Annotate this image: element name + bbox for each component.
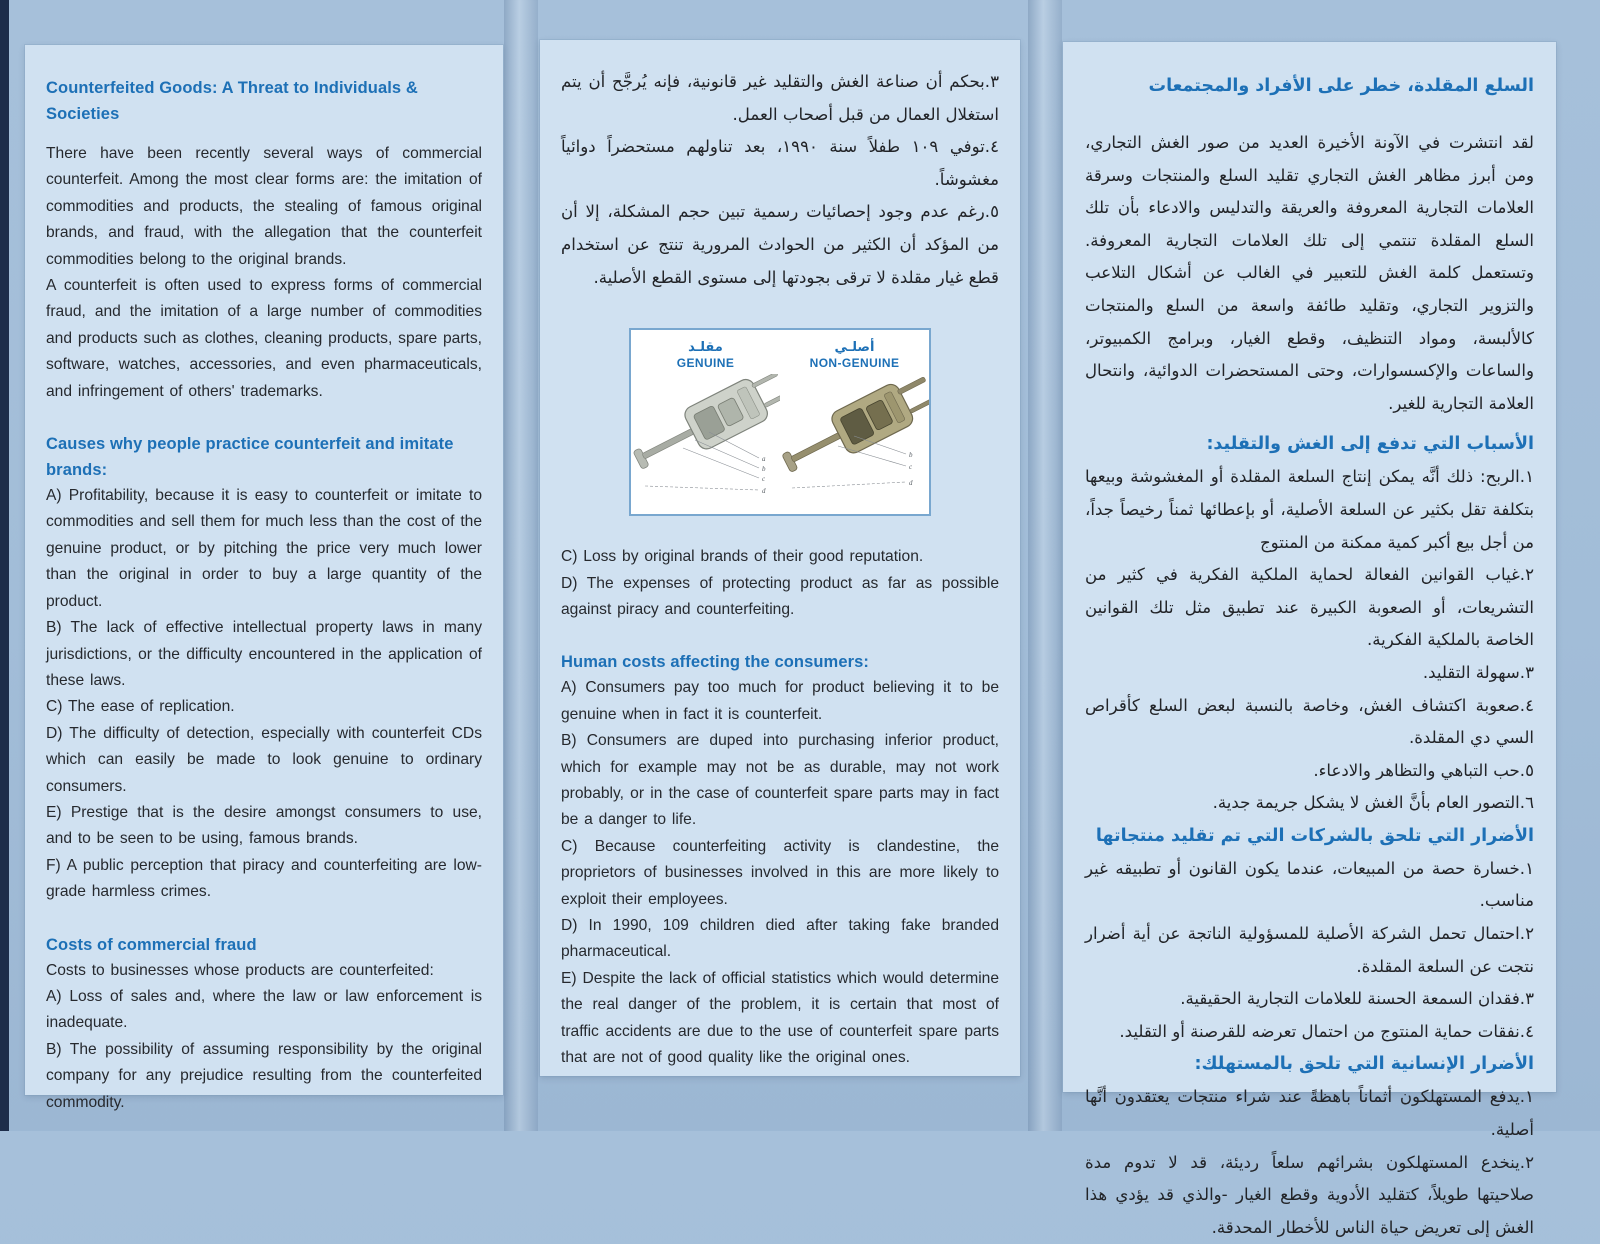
syringe-illustration-right [780,374,929,508]
list-item: A) Consumers pay too much for product believing it to be genuine when in fact it is counterfeit. [561,679,999,723]
fold-line-right [1028,0,1062,1131]
list-item: C) The ease of replication. [46,698,235,716]
left-panel [25,45,503,1111]
arabic-list-item: ٢.ينخدع المستهلكون بشرائهم سلعاً رديئة، قد لا تدوم مدة صلاحيتها طويلاً، كتقليد الأدوية وقطع الغيار -والذي قد يؤدي هذا الغش إلى تعريض حياة الناس للأخطار المحدقة. [1085,1152,1534,1237]
arabic-list-item: ٥.حب التباهي والتظاهر والادعاء. [1313,760,1534,780]
right-panel [1063,42,1556,1237]
list-item: A) Profitability, because it is easy to counterfeit or imitate to commodities and sell them for much less than the cost of the genuine product, or by pitching the price very much lower than the original in order to buy a large quantity of the product. [46,487,482,610]
list-item: C) Because counterfeiting activity is clandestine, the proprietors of businesses involved in this are more likely to exploit their employees. [561,837,999,908]
fold-line-left [504,0,538,1131]
list-item: F) A public perception that piracy and counterfeiting are low-grade harmless crimes. [46,856,482,901]
callout-letter: c [762,475,766,484]
arabic-list-item: ٣.بحكم أن صناعة الغش والتقليد غير قانونية، فإنه يُرجَّح أن يتم استغلال العمال من قبل أصحاب العمل. [561,72,999,124]
arabic-section-heading: الأسباب التي تدفع إلى الغش والتقليد: [1206,434,1534,455]
paragraph: A counterfeit is often used to express forms of commercial fraud, and the imitation of a large number of commodities and products such as clothes, cleaning products, spare parts, software, watches, accessories, and even pharmaceuticals, and infringement of others' trademarks. [46,277,482,400]
callout-letter: b [762,465,766,474]
arabic-section-heading: السلع المقلدة، خطر على الأفراد والمجتمعات [1148,76,1534,96]
arabic-list-item: ١.الربح: ذلك أنَّه يمكن إنتاج السلعة المقلدة أو المغشوشة وبيعها بتكلفة تقل بكثير عن السلعة الأصلية، أو بإعطائها ثمناً رخيصاً جداً، من أجل بيع أكبر كمية ممكنة من المنتوج [1085,467,1534,552]
middle-panel [540,40,1020,1076]
callout-letter: c [909,463,913,472]
figure-label-english: GENUINE [676,356,735,371]
arabic-list-item: ٣.سهولة التقليد. [1422,662,1534,682]
list-item: B) Consumers are duped into purchasing inferior product, which for example may not be as durable, may not work probably, or in the case of counterfeit spare parts may in fact be a danger to life. [561,732,999,829]
section-heading: Counterfeited Goods: A Threat to Individuals & Societies [46,79,418,123]
list-item: D) In 1990, 109 children died after taking fake branded pharmaceutical. [561,917,999,961]
callout-letter: a [762,455,766,464]
list-item: A) Loss of sales and, where the law or law enforcement is inadequate. [46,987,482,1032]
arabic-list-item: ٤.صعوبة اكتشاف الغش، وخاصة بالنسبة لبعض السلع كأقراص السي دي المقلدة. [1085,695,1534,748]
arabic-list-item: ٢.غياب القوانين الفعالة لحماية الملكية الفكرية في كثير من التشريعات، أو الصعوبة الكبيرة عند تطبيق مثل تلك القوانين الخاصة بالملكية الفكرية. [1085,565,1534,650]
arabic-list-item: ٣.فقدان السمعة الحسنة للعلامات التجارية الحقيقية. [1180,989,1534,1009]
callout-letter: d [762,487,766,496]
syringe-illustration-left [631,374,780,508]
scan-edge-strip [0,0,9,1131]
arabic-list-item: ٢.احتمال تحمل الشركة الأصلية للمسؤولية الناتجة عن أية أضرار نتجت عن السلعة المقلدة. [1085,924,1534,976]
arabic-list-item: ٦.التصور العام بأنَّ الغش لا يشكل جريمة جدية. [1212,793,1534,813]
paragraph: Costs to businesses whose products are counterfeited: [46,961,434,979]
arabic-list-item: ٥.رغم عدم وجود إحصائيات رسمية تبين حجم المشكلة، إلا أن من المؤكد أن الكثير من الحوادث المرورية تنتج عن استخدام قطع غيار مقلدة لا ترقى بجودتها إلى مستوى القطع الأصلية. [561,202,999,287]
arabic-section-heading: الأضرار الإنسانية التي تلحق بالمستهلك: [1194,1054,1534,1075]
list-item: C) Loss by original brands of their good reputation. [561,548,924,566]
figure-label-arabic: أصلـي [834,340,875,356]
list-item: E) Despite the lack of official statistics which would determine the real danger of the problem, it is certain that most of traffic accidents are due to the use of counterfeit spare parts that are not of good quality like the original ones. [561,969,999,1067]
list-item: B) The possibility of assuming responsibility by the original company for any prejudice resulting from the counterfeited commodity. [46,1040,482,1111]
arabic-list-item: ١.خسارة حصة من المبيعات، عندما يكون القانون أو تطبيقه غير مناسب. [1085,858,1534,911]
callout-letter: d [909,479,913,488]
arabic-paragraph: لقد انتشرت في الآونة الأخيرة العديد من صور الغش التجاري، ومن أبرز مظاهر الغش التجاري تقليد السلع والمنتجات وسرقة العلامات التجارية المعروفة والعريقة والتدليس والادعاء بأن تلك السلع المقلدة تنتمي إلى تلك العلامات التجارية المعروفة. وتستعمل كلمة الغش للتعبير في الغالب عن أشكال التلاعب والتزوير التجاري، وتقليد طائفة واسعة من السلع والمنتجات كالألبسة، ومواد التنظيف، وقطع الغيار، وبرامج الكمبيوتر، والساعات والإكسسوارات، وحتى المستحضرات الدوائية، وانتحال العلامة التجارية للغير. [1085,133,1534,413]
arabic-section-heading: الأضرار التي تلحق بالشركات التي تم تقليد منتجاتها [1095,825,1534,846]
list-item: E) Prestige that is the desire amongst consumers to use, and to be seen to be using, famous brands. [46,803,482,848]
section-heading: Human costs affecting the consumers: [561,653,869,672]
section-heading: Costs of commercial fraud [46,935,257,954]
arabic-list-item: ٤.نفقات حماية المنتوج من احتمال تعرضه للقرصنة أو التقليد. [1119,1021,1534,1041]
syringe-comparison-figure [629,328,931,516]
figure-label-arabic: مقلـد [688,340,723,356]
figure-label-english: NON-GENUINE [809,356,900,371]
arabic-list-item: ١.يدفع المستهلكون أثماناً باهظةً عند شراء منتجات يعتقدون أنَّها أصلية. [1085,1087,1534,1140]
figure-left-labels [631,340,780,371]
list-item: B) The lack of effective intellectual property laws in many jurisdictions, or the difficulty encountered in the application of these laws. [46,619,482,689]
paragraph: There have been recently several ways of commercial counterfeit. Among the most clear forms are: the imitation of commodities and products, the stealing of famous original brands, and fraud, with the allegation that the counterfeit commodities belong to the original brands. [46,145,482,268]
list-item: D) The expenses of protecting product as far as possible against piracy and counterfeiting. [561,574,999,618]
figure-right-labels [780,340,929,371]
arabic-list-item: ٤.توفي ١٠٩ طفلاً سنة ١٩٩٠، بعد تناولهم مستحضراً دوائياً مغشوشاً. [561,137,999,189]
list-item: D) The difficulty of detection, especially with counterfeit CDs which can easily be made to look genuine to ordinary consumers. [46,724,482,795]
callout-letter: b [909,451,913,460]
section-heading: Causes why people practice counterfeit and imitate brands: [46,435,454,480]
